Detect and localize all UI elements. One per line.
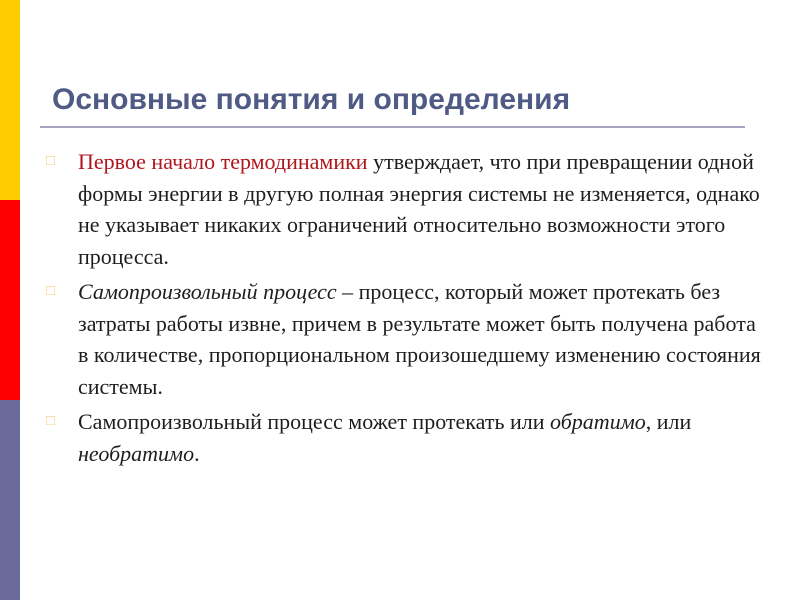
bullet-text xyxy=(78,276,766,402)
bullet-body: , или xyxy=(645,409,692,434)
bullet-marker-icon: □ xyxy=(46,413,56,429)
bullet-text xyxy=(78,406,766,469)
title-divider xyxy=(40,126,745,128)
term-spontaneous: Самопроизвольный процесс xyxy=(78,279,337,304)
stripe-yellow xyxy=(0,0,20,200)
slide-title: Основные понятия и определения xyxy=(52,83,571,116)
bullet-reversibility xyxy=(46,406,766,469)
term-irreversible: необратимо xyxy=(78,440,195,466)
bullet-body: утверждает, что при превращении одной формы энергии в другую полная энергия системы не изменяется, однако не указывает никаких ограничений относительно возможности этого процесса. xyxy=(78,149,760,269)
stripe-slate xyxy=(0,400,20,600)
bullet-body: – процесс, который может протекать без затраты работы извне, причем в результате может быть получена работа в количестве, пропорциональном произошедшему изменению состояния системы. xyxy=(78,279,761,399)
term-first-law: Первое начало термодинамики xyxy=(78,149,368,174)
slide-content xyxy=(46,146,766,473)
bullet-body: . xyxy=(194,440,200,466)
bullet-spontaneous xyxy=(46,276,766,402)
bullet-first-law xyxy=(46,146,766,272)
stripe-red xyxy=(0,200,20,400)
bullet-text xyxy=(78,146,766,272)
bullet-marker-icon: □ xyxy=(46,283,56,299)
term-reversible: обратимо xyxy=(550,409,646,434)
bullet-marker-icon: □ xyxy=(46,153,56,169)
bullet-body: Самопроизвольный процесс может протекать или xyxy=(78,409,551,434)
